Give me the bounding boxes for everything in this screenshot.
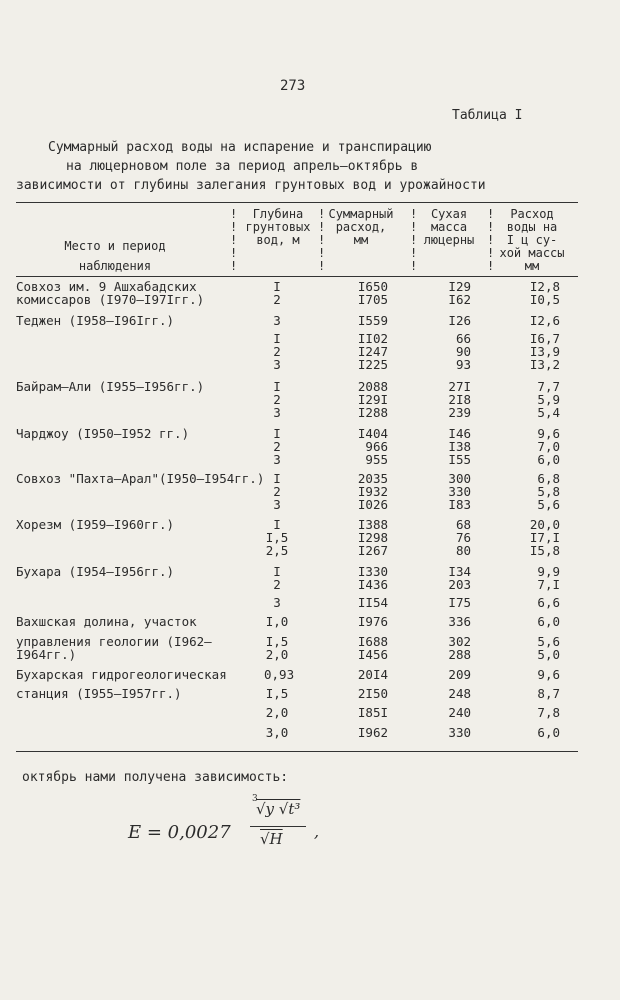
row-depth: 2 — [273, 344, 281, 359]
column-separator: ! ! ! ! ! — [487, 207, 495, 273]
row-place: Совхоз "Пахта–Арал"(I950–I954гг.) — [16, 471, 265, 486]
row-depth: 2,0 — [265, 647, 289, 662]
header-line: люцерны — [423, 233, 475, 247]
row-sum: 2I50 — [357, 686, 388, 701]
row-consumption: 9,6 — [537, 667, 560, 682]
table-header-rule — [16, 276, 578, 277]
row-consumption: 9,6 — [537, 426, 560, 441]
caption-line: на люцерновом поле за период апрель–октябрь в — [66, 159, 419, 174]
row-depth: I — [273, 279, 281, 294]
row-sum: I225 — [357, 357, 388, 372]
row-sum: 955 — [365, 452, 388, 467]
header-line: грунтовых — [245, 220, 311, 234]
table-caption — [16, 138, 596, 195]
row-depth: 3 — [273, 497, 281, 512]
header-line: мм — [524, 259, 540, 273]
row-sum: I932 — [357, 484, 388, 499]
row-consumption: I3,2 — [529, 357, 560, 372]
row-mass: I83 — [448, 497, 471, 512]
header-line: Глубина — [252, 207, 304, 221]
row-place: Чарджоу (I950–I952 гг.) — [16, 426, 190, 441]
row-mass: I26 — [448, 313, 471, 328]
row-sum: I559 — [357, 313, 388, 328]
row-consumption: 7,I — [537, 577, 560, 592]
row-consumption: 5,9 — [537, 392, 560, 407]
row-depth: I,5 — [265, 530, 289, 545]
row-mass: 330 — [448, 484, 471, 499]
row-sum: I288 — [357, 405, 388, 420]
row-mass: I38 — [448, 439, 471, 454]
row-mass: 240 — [448, 705, 471, 720]
row-mass: 66 — [455, 331, 471, 346]
header-line: Суммарный — [328, 207, 394, 221]
row-sum: I404 — [357, 426, 388, 441]
column-separator: ! ! ! ! ! — [410, 207, 418, 273]
header-line: воды на — [506, 220, 558, 234]
row-place: Байрам–Али (I955–I956гг.) — [16, 379, 205, 394]
body-text: октябрь нами получена зависимость: — [22, 770, 289, 785]
header-line: мм — [353, 233, 369, 247]
row-place: Бухара (I954–I956гг.) — [16, 564, 175, 579]
row-consumption: 8,7 — [537, 686, 560, 701]
row-consumption: 5,6 — [537, 634, 560, 649]
caption-line: Суммарный расход воды на испарение и транспирацию — [48, 140, 432, 155]
row-depth: 2 — [273, 392, 281, 407]
row-depth: 3,0 — [265, 725, 289, 740]
row-consumption: I6,7 — [529, 331, 560, 346]
row-depth: 2 — [273, 292, 281, 307]
header-consumption — [492, 208, 572, 273]
row-sum: I705 — [357, 292, 388, 307]
row-sum: I976 — [357, 614, 388, 629]
formula-denominator: √H — [260, 830, 283, 848]
row-sum: I456 — [357, 647, 388, 662]
row-consumption: I0,5 — [529, 292, 560, 307]
row-depth: I,5 — [265, 686, 289, 701]
formula-numerator: √y √t³ — [256, 800, 301, 818]
column-separator: ! ! ! ! ! — [318, 207, 326, 273]
row-mass: 330 — [448, 725, 471, 740]
row-mass: I34 — [448, 564, 471, 579]
formula-comma: , — [314, 822, 320, 841]
row-mass: 76 — [455, 530, 471, 545]
row-depth: I — [273, 331, 281, 346]
row-consumption: I5,8 — [529, 543, 560, 558]
row-depth: 2,0 — [265, 705, 289, 720]
row-consumption: I7,I — [529, 530, 560, 545]
row-sum: I436 — [357, 577, 388, 592]
row-consumption: 6,8 — [537, 471, 560, 486]
row-depth: 0,93 — [264, 667, 295, 682]
row-sum: I688 — [357, 634, 388, 649]
header-place — [40, 236, 190, 276]
row-sum: II02 — [357, 331, 388, 346]
row-sum: I267 — [357, 543, 388, 558]
row-mass: 302 — [448, 634, 471, 649]
row-mass: 239 — [448, 405, 471, 420]
row-depth: 2 — [273, 439, 281, 454]
row-depth: 3 — [273, 357, 281, 372]
fraction-bar — [250, 826, 306, 827]
row-mass: 203 — [448, 577, 471, 592]
row-consumption: 5,6 — [537, 497, 560, 512]
row-sum: I650 — [357, 279, 388, 294]
row-depth: I — [273, 564, 281, 579]
row-depth: 2,5 — [265, 543, 289, 558]
row-mass: 68 — [455, 517, 471, 532]
row-sum: I026 — [357, 497, 388, 512]
row-mass: 288 — [448, 647, 471, 662]
header-mass — [414, 208, 484, 247]
row-depth: 3 — [273, 452, 281, 467]
row-depth: I — [273, 471, 281, 486]
row-place: станция (I955–I957гг.) — [16, 686, 182, 701]
header-line: хой массы — [499, 246, 565, 260]
row-depth: 2 — [273, 577, 281, 592]
row-place: управления геологии (I962– — [16, 634, 212, 649]
row-consumption: 6,0 — [537, 725, 560, 740]
row-consumption: 6,6 — [537, 595, 560, 610]
row-mass: I75 — [448, 595, 471, 610]
table-label: Таблица I — [452, 108, 523, 123]
row-consumption: 7,0 — [537, 439, 560, 454]
row-consumption: 20,0 — [529, 517, 560, 532]
row-mass: I55 — [448, 452, 471, 467]
row-sum: I388 — [357, 517, 388, 532]
formula-root-index: 3 — [252, 794, 258, 804]
row-consumption: 6,0 — [537, 452, 560, 467]
row-sum: II54 — [357, 595, 388, 610]
row-consumption: I2,8 — [529, 279, 560, 294]
row-consumption: 9,9 — [537, 564, 560, 579]
row-consumption: 7,7 — [537, 379, 560, 394]
row-mass: I29 — [448, 279, 471, 294]
header-line: I ц су- — [506, 233, 558, 247]
header-line: Расход — [510, 207, 554, 221]
row-depth: I,0 — [265, 614, 289, 629]
row-consumption: 5,4 — [537, 405, 560, 420]
header-line: Сухая — [430, 207, 468, 221]
row-sum: 20I4 — [357, 667, 388, 682]
row-depth: I — [273, 426, 281, 441]
row-mass: 248 — [448, 686, 471, 701]
row-place: Вахшская долина, участок — [16, 614, 197, 629]
table-top-rule — [16, 202, 578, 203]
row-mass: 93 — [455, 357, 471, 372]
row-sum: I29I — [357, 392, 388, 407]
header-line: расход, — [335, 220, 387, 234]
row-depth: 3 — [273, 313, 281, 328]
caption-line: зависимости от глубины залегания грунтовых вод и урожайности — [16, 178, 486, 193]
header-line: Место и период — [64, 239, 166, 253]
row-mass: I46 — [448, 426, 471, 441]
row-depth: I,5 — [265, 634, 289, 649]
row-sum: I85I — [357, 705, 388, 720]
header-sum — [320, 208, 402, 247]
row-place: комиссаров (I970–I97Iгг.) — [16, 292, 205, 307]
table-bottom-rule — [16, 751, 578, 752]
row-consumption: 7,8 — [537, 705, 560, 720]
row-depth: 2 — [273, 484, 281, 499]
row-mass: 80 — [455, 543, 471, 558]
formula-lhs: E = 0,0027 — [128, 822, 231, 843]
page-number: 273 — [280, 78, 306, 94]
row-place: Совхоз им. 9 Ашхабадских — [16, 279, 197, 294]
row-place: Хорезм (I959–I960гг.) — [16, 517, 175, 532]
row-sum: 2088 — [357, 379, 388, 394]
column-separator: ! ! ! ! ! — [230, 207, 238, 273]
row-mass: I62 — [448, 292, 471, 307]
row-depth: 3 — [273, 595, 281, 610]
row-sum: 966 — [365, 439, 388, 454]
header-line: наблюдения — [78, 259, 152, 273]
row-mass: 90 — [455, 344, 471, 359]
header-line: вод, м — [256, 233, 300, 247]
row-mass: 209 — [448, 667, 471, 682]
row-mass: 300 — [448, 471, 471, 486]
row-depth: 3 — [273, 405, 281, 420]
row-mass: 336 — [448, 614, 471, 629]
row-place: Теджен (I958–I96Iгг.) — [16, 313, 175, 328]
row-sum: I962 — [357, 725, 388, 740]
row-sum: I298 — [357, 530, 388, 545]
row-mass: 2I8 — [448, 392, 471, 407]
header-line: масса — [430, 220, 468, 234]
row-place: I964гг.) — [16, 647, 77, 662]
row-depth: I — [273, 379, 281, 394]
row-consumption: 6,0 — [537, 614, 560, 629]
formula — [128, 794, 368, 860]
row-consumption: 5,0 — [537, 647, 560, 662]
row-place: Бухарская гидрогеологическая — [16, 667, 227, 682]
row-sum: I330 — [357, 564, 388, 579]
header-depth — [238, 208, 318, 247]
row-consumption: I3,9 — [529, 344, 560, 359]
row-sum: 2035 — [357, 471, 388, 486]
row-mass: 27I — [448, 379, 471, 394]
row-depth: I — [273, 517, 281, 532]
row-consumption: I2,6 — [529, 313, 560, 328]
row-sum: I247 — [357, 344, 388, 359]
row-consumption: 5,8 — [537, 484, 560, 499]
